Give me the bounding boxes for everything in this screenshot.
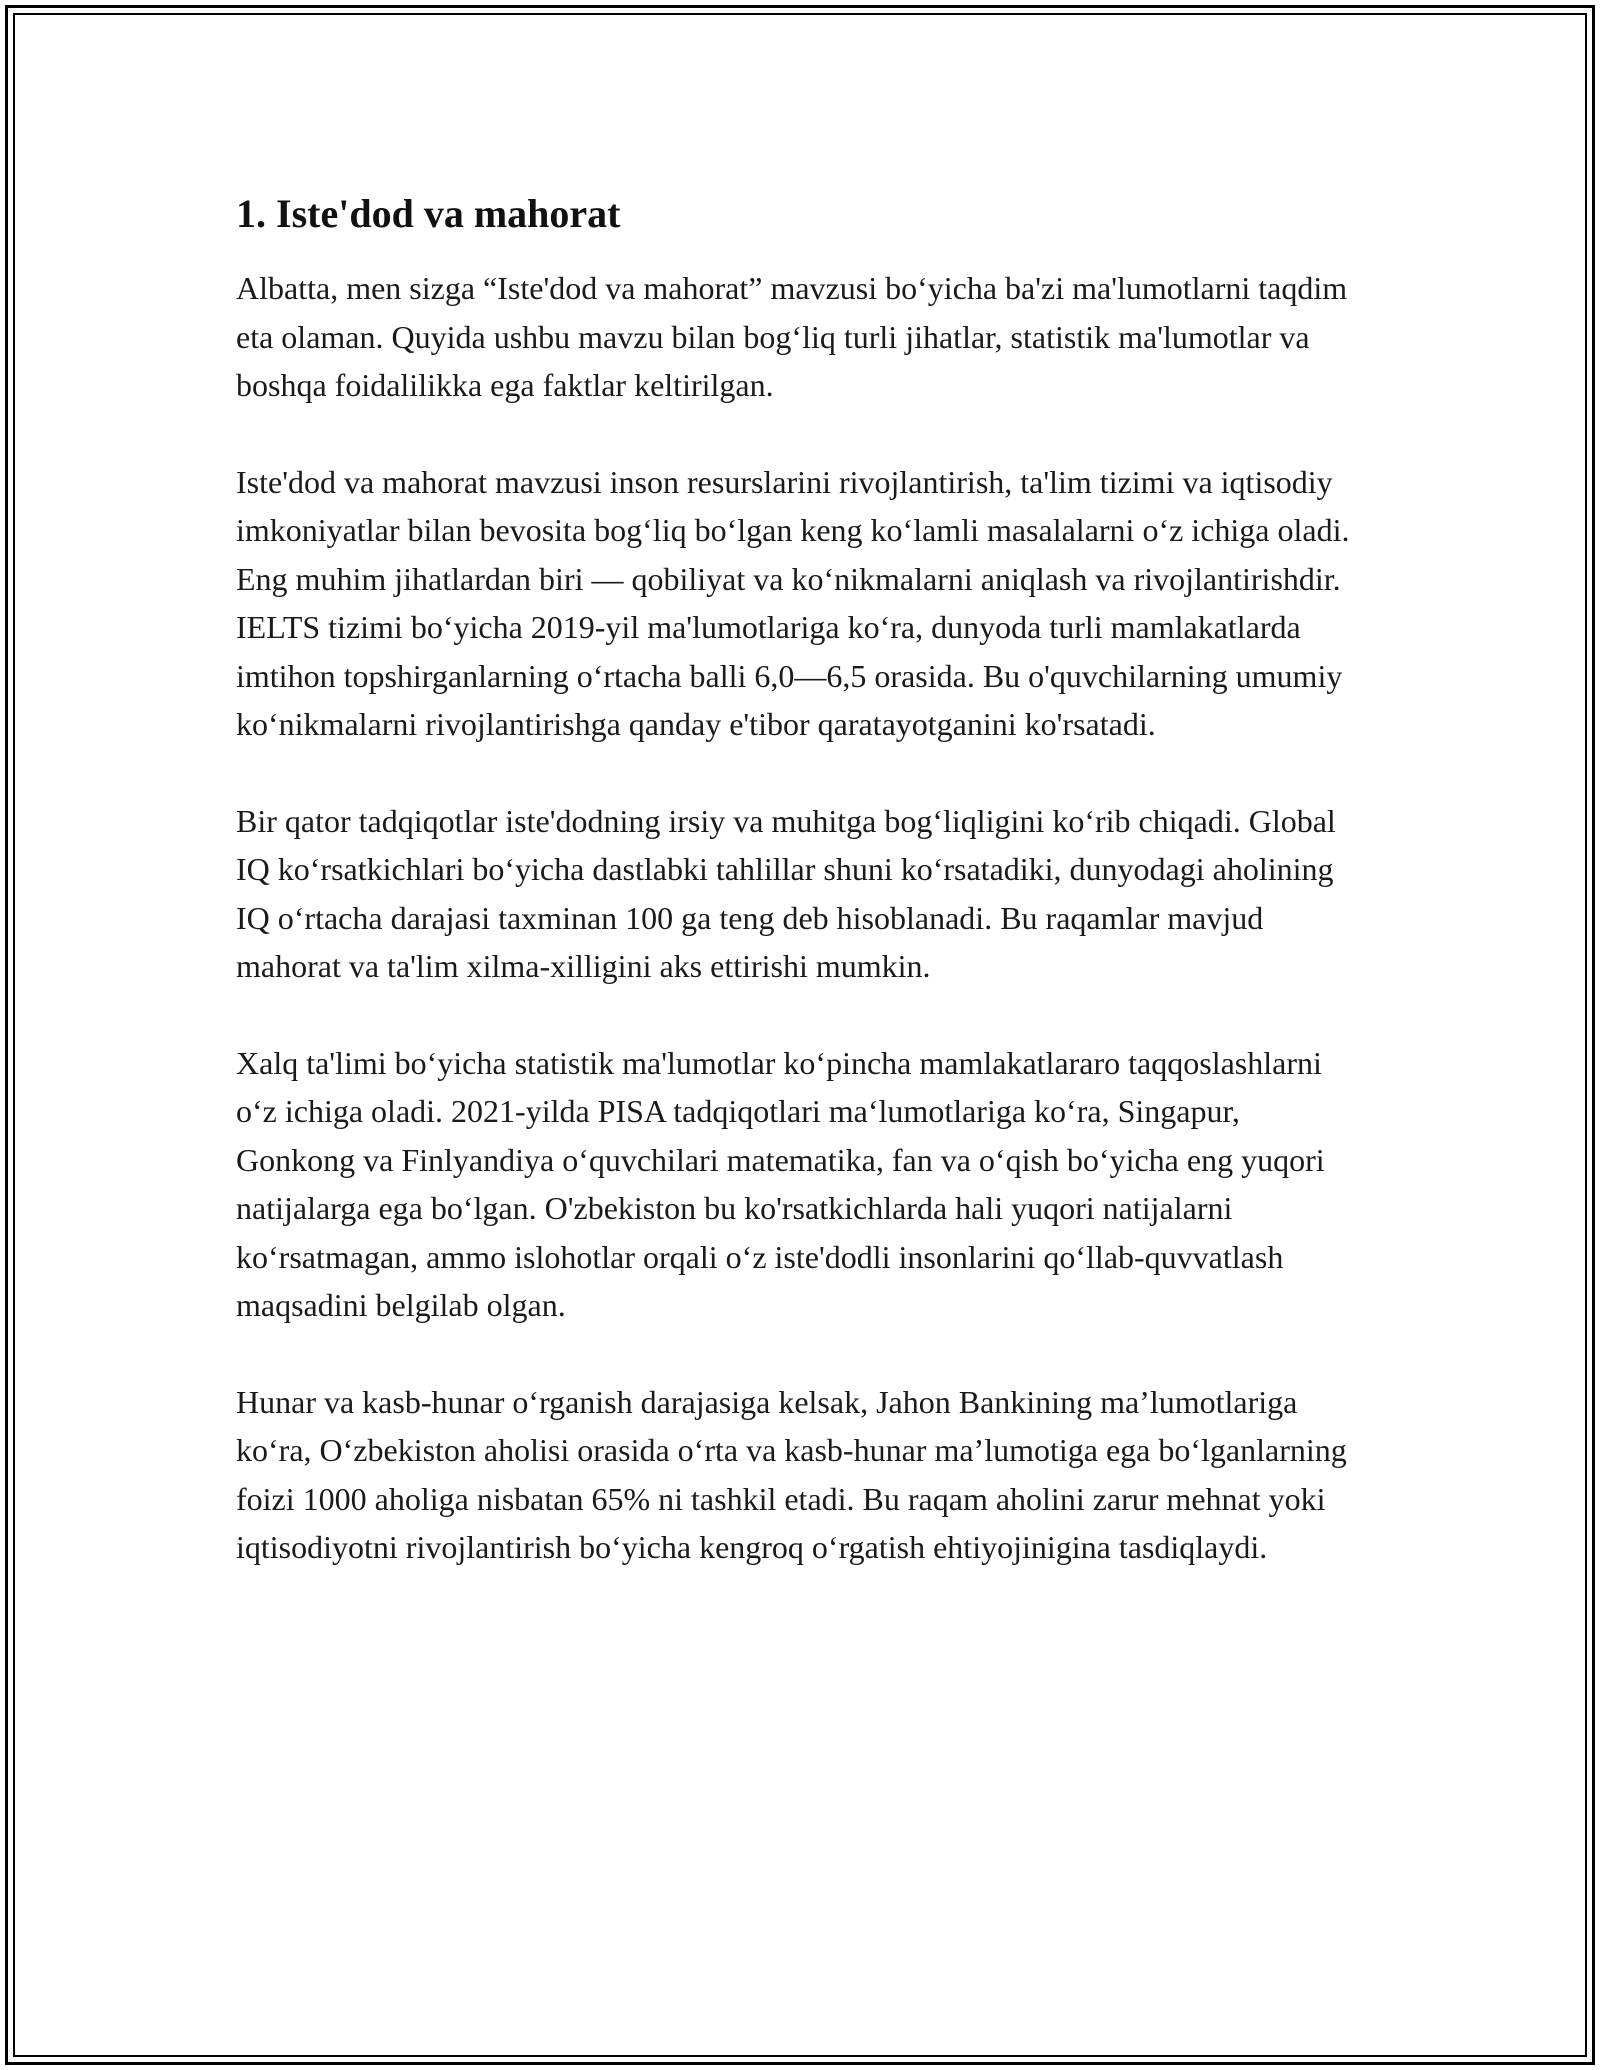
paragraph-talent-skills: Iste'dod va mahorat mavzusi inson resurslarini rivojlantirish, ta'lim tizimi va iqtisodiy imkoniyatlar bilan bevosita bogʻliq boʻlgan keng koʻlamli masalalarni oʻz ichiga oladi. Eng muhim jihatlardan biri — qobiliyat va koʻnikmalarni aniqlash va rivojlantirishdir. IELTS tizimi boʻyicha 2019-yil ma'lumotlariga koʻra, dunyoda turli mamlakatlarda imtihon topshirganlarning oʻrtacha balli 6,0—6,5 orasida. Bu o'quvchilarning umumiy koʻnikmalarni rivojlantirishga qanday e'tibor qaratayotganini ko'rsatadi. bbox=[236, 463, 1350, 742]
section-heading: 1. Iste'dod va mahorat bbox=[236, 191, 621, 236]
paragraph-intro: Albatta, men sizga “Iste'dod va mahorat” mavzusi boʻyicha ba'zi ma'lumotlarni taqdim eta olaman. Quyida ushbu mavzu bilan bogʻliq turli jihatlar, statistik ma'lumotlar va boshqa foidalilikka ega faktlar keltirilgan. bbox=[236, 270, 1348, 403]
paragraph-vocational: Hunar va kasb-hunar oʻrganish darajasiga kelsak, Jahon Bankining ma’lumotlariga koʻra, Oʻzbekiston aholisi orasida oʻrta va kasb-hunar ma’lumotiga ega boʻlganlarning foizi 1000 aholiga nisbatan 65% ni tashkil etadi. Bu raqam aholini zarur mehnat yoki iqtisodiyotni rivojlantirish boʻyicha kengroq oʻrgatish ehtiyojinigina tasdiqlaydi. bbox=[236, 1383, 1347, 1565]
paragraph-iq-research: Bir qator tadqiqotlar iste'dodning irsiy va muhitga bogʻliqligini koʻrib chiqadi. Global IQ koʻrsatkichlari boʻyicha dastlabki tahlillar shuni koʻrsatadiki, dunyodagi aholining IQ oʻrtacha darajasi taxminan 100 ga teng deb hisoblanadi. Bu raqamlar mavjud mahorat va ta'lim xilma-xilligini aks ettirishi mumkin. bbox=[236, 802, 1336, 984]
document-body bbox=[236, 186, 1366, 1620]
paragraph-pisa: Xalq ta'limi boʻyicha statistik ma'lumotlar koʻpincha mamlakatlararo taqqoslashlarni oʻz ichiga oladi. 2021-yilda PISA tadqiqotlari maʻlumotlariga koʻra, Singapur, Gonkong va Finlyandiya oʻquvchilari matematika, fan va oʻqish boʻyicha eng yuqori natijalarga ega boʻlgan. O'zbekiston bu ko'rsatkichlarda hali yuqori natijalarni koʻrsatmagan, ammo islohotlar orqali oʻz iste'dodli insonlarini qoʻllab-quvvatlash maqsadini belgilab olgan. bbox=[236, 1044, 1325, 1323]
